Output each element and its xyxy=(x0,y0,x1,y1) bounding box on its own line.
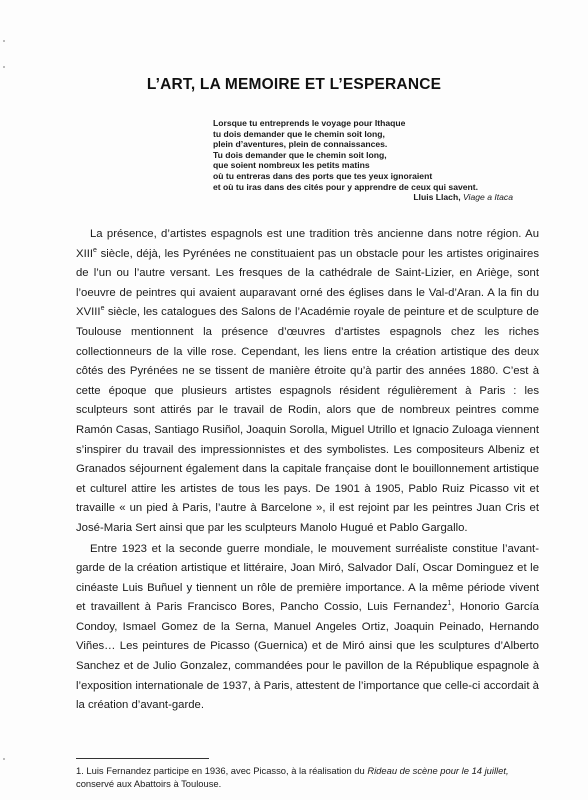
paragraph-text: , Honorio García Condoy, Ismael Gomez de la Serna, Manuel Angeles Ortiz, Joaquin Peinado, Hernando Viñes… Les peintures de Picasso (Guernica) et de Miró ainsi que les sculptures d’Alberto Sanchez et de Julio Gonzalez, commandées pour le pavillon de la République espagnole à l’exposition internationale de 1937, à Paris, attestent de l’importance que celle-ci accordait à la création d’avant-garde. xyxy=(76,601,539,712)
footnote-reference: 1 xyxy=(447,600,452,608)
epigraph-line: Lorsque tu entreprends le voyage pour Ithaque xyxy=(213,118,406,128)
epigraph-work: Viage a Itaca xyxy=(462,192,513,203)
scan-mark xyxy=(3,40,5,42)
footnote xyxy=(76,765,539,790)
paragraph xyxy=(76,225,539,539)
superscript: e xyxy=(93,246,97,254)
superscript: e xyxy=(100,305,105,313)
paragraph-text: siècle, déjà, les Pyrénées ne constituaient pas un obstacle pour les artistes originaires de l’un ou l’autre versant. Les fresques de la cathédrale de Saint-Lizier, en Ariège, sont l’oeuvre de peintres qui avaient auparavant orné des églises dans le Val-d’Aran. A la fin du XVIII xyxy=(76,247,539,319)
epigraph-line: et où tu iras dans des cités pour y apprendre de ceux qui savent. xyxy=(213,181,479,192)
epigraph-author: Lluis Llach, xyxy=(413,192,461,203)
paragraph-text: siècle, les catalogues des Salons de l’Académie royale de peinture et de sculpture de Toulouse mentionnent la présence d’œuvres d’artistes espagnols chez les riches collectionneurs de la ville rose. Cependant, les liens entre la création artistique des deux côtés des Pyrénées ne se tissent de manière étroite qu’à partir des années 1880. C’est à cette époque que plusieurs artistes espagnols résident régulièrement à Paris : les sculpteurs sont attirés par le travail de Rodin, alors que de nombreux peintres comme Ramón Casas, Santiago Rusiñol, Joaquin Sorolla, Miguel Utrillo et Ignacio Zuloaga viennent s’inspirer du travail des impressionnistes et des symbolistes. Les compositeurs Albeniz et Granados séjournent également dans la capitale française dont le bouillonnement artistique et culturel attire les artistes de tous les pays. De 1901 à 1905, Pablo Ruiz Picasso vit et travaille « un pied à Paris, l’autre à Barcelone », il est rejoint par les peintres Juan Cris et José-Maria Sert ainsi que par les sculpteurs Manolo Hugué et Pablo Gargallo. xyxy=(76,306,539,534)
scan-mark xyxy=(3,66,5,68)
epigraph-line: que soient nombreux les petits matins xyxy=(213,160,370,171)
epigraph-line: Tu dois demander que le chemin soit long, xyxy=(213,149,387,160)
body-text xyxy=(76,225,539,716)
footnote-text: 1. Luis Fernandez participe en 1936, avec Picasso, à la réalisation du xyxy=(76,765,368,776)
epigraph-line: plein d’aventures, plein de connaissances. xyxy=(213,139,388,150)
footnote-separator xyxy=(76,758,209,759)
epigraph-attribution xyxy=(213,192,513,203)
paragraph-text: La présence, d’artistes espagnols est une tradition très ancienne dans notre région. Au XIII xyxy=(76,228,539,260)
footnote-italic-title: Rideau de scène pour le 14 juillet, xyxy=(367,765,509,776)
footnote-text: conservé aux Abattoirs à Toulouse. xyxy=(76,777,222,789)
epigraph-line: où tu entreras dans des ports que tes yeux ignoraient xyxy=(213,170,433,181)
epigraph-line: tu dois demander que le chemin soit long, xyxy=(213,128,385,139)
epigraph xyxy=(213,118,513,203)
paragraph xyxy=(76,540,539,716)
paragraph-text: Entre 1923 et la seconde guerre mondiale, le mouvement surréaliste constitue l’avant-garde de la création artistique et littéraire, Joan Miró, Salvador Dalí, Oscar Dominguez et le cinéaste Luis Buñuel y tiennent un rôle de première importance. A la même période vivent et travaillent à Paris Francisco Bores, Pancho Cossio, Luis Fernandez xyxy=(76,542,539,614)
scan-mark xyxy=(3,758,5,760)
page-title: L’ART, LA MEMOIRE ET L’ESPERANCE xyxy=(146,76,442,93)
